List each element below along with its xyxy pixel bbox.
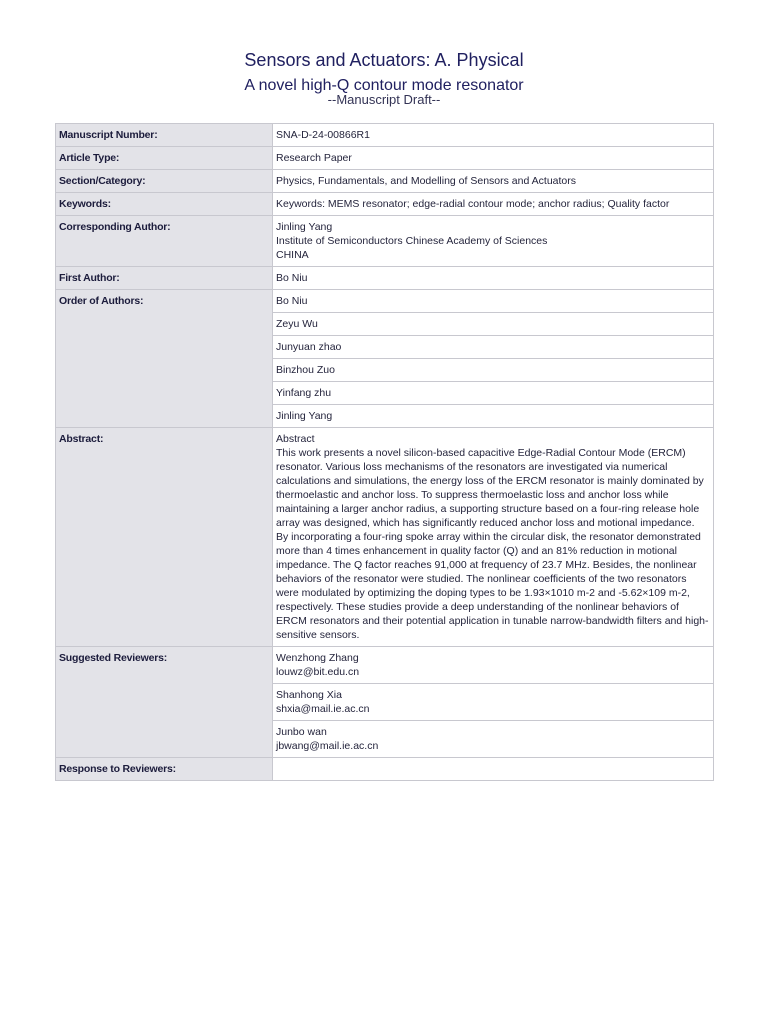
reviewer-item [273, 684, 714, 721]
author-item: Binzhou Zuo [273, 359, 714, 382]
suggested-reviewers-label: Suggested Reviewers: [56, 647, 273, 758]
first-author-value: Bo Niu [273, 267, 714, 290]
corresponding-author-name: Jinling Yang [276, 221, 333, 233]
corresponding-author-label: Corresponding Author: [56, 216, 273, 267]
abstract-label: Abstract: [56, 428, 273, 647]
row-article-type [56, 147, 714, 170]
abstract-heading: Abstract [276, 433, 315, 445]
reviewer-email: shxia@mail.ie.ac.cn [276, 703, 370, 715]
section-value: Physics, Fundamentals, and Modelling of Sensors and Actuators [273, 170, 714, 193]
response-to-reviewers-label: Response to Reviewers: [56, 758, 273, 781]
article-title: A novel high-Q contour mode resonator [244, 77, 524, 94]
row-abstract [56, 428, 714, 647]
draft-label: --Manuscript Draft-- [327, 92, 441, 107]
reviewer-name: Shanhong Xia [276, 689, 342, 701]
author-item: Jinling Yang [273, 405, 714, 428]
reviewer-email: louwz@bit.edu.cn [276, 666, 360, 678]
article-type-label: Article Type: [56, 147, 273, 170]
author-item: Junyuan zhao [273, 336, 714, 359]
keywords-label: Keywords: [56, 193, 273, 216]
reviewer-item [273, 721, 714, 758]
corresponding-author-country: CHINA [276, 249, 309, 261]
row-first-author [56, 267, 714, 290]
order-of-authors-label: Order of Authors: [56, 290, 273, 428]
abstract-value [273, 428, 714, 647]
section-label: Section/Category: [56, 170, 273, 193]
reviewer-name: Wenzhong Zhang [276, 652, 359, 664]
author-item: Zeyu Wu [273, 313, 714, 336]
manuscript-number-value: SNA-D-24-00866R1 [273, 124, 714, 147]
corresponding-author-value [273, 216, 714, 267]
row-section [56, 170, 714, 193]
reviewer-name: Junbo wan [276, 726, 327, 738]
row-response-to-reviewers [56, 758, 714, 781]
row-manuscript-number [56, 124, 714, 147]
journal-title: Sensors and Actuators: A. Physical [244, 50, 524, 70]
first-author-label: First Author: [56, 267, 273, 290]
author-item: Bo Niu [273, 290, 714, 313]
author-item: Yinfang zhu [273, 382, 714, 405]
manuscript-number-label: Manuscript Number: [56, 124, 273, 147]
response-to-reviewers-value [273, 758, 714, 781]
corresponding-author-institution: Institute of Semiconductors Chinese Academy of Sciences [276, 235, 548, 247]
reviewer-email: jbwang@mail.ie.ac.cn [276, 740, 379, 752]
row-order-of-authors [56, 290, 714, 313]
manuscript-info-table [55, 123, 714, 781]
abstract-text: This work presents a novel silicon-based capacitive Edge-Radial Contour Mode (ERCM) resonator. Various loss mechanisms of the resonators are investigated via numerical calculations and simulations, the energy loss of the ERCM resonator is mainly dominated by thermoelastic and anchor loss. To suppress thermoelastic loss and anchor loss while maintaining a larger anchor radius, a supporting structure based on a four-ring release hole array was designed, which has significantly reduced anchor loss and motional impedance. By incorporating a four-ring spoke array within the circular disk, the resonator demonstrated more than 4 times enhancement in quality factor (Q) and an 81% reduction in motional impedance. The Q factor reaches 91,000 at frequency of 23.7 MHz. Besides, the nonlinear behaviors of the resonator were studied. The nonlinear coefficients of the two resonators were modulated by optimizing the doping types to be 1.93×1010 m-2 and -5.62×109 m-2, respectively. These studies provide a deep understanding of the nonlinear behaviors of ERCM resonators and their potential application in tunable narrow-bandwidth filters and high-sensitive sensors. [276, 447, 709, 641]
article-type-value: Research Paper [273, 147, 714, 170]
reviewer-item [273, 647, 714, 684]
row-suggested-reviewers [56, 647, 714, 684]
keywords-value: Keywords: MEMS resonator; edge-radial contour mode; anchor radius; Quality factor [273, 193, 714, 216]
row-keywords [56, 193, 714, 216]
row-corresponding-author [56, 216, 714, 267]
